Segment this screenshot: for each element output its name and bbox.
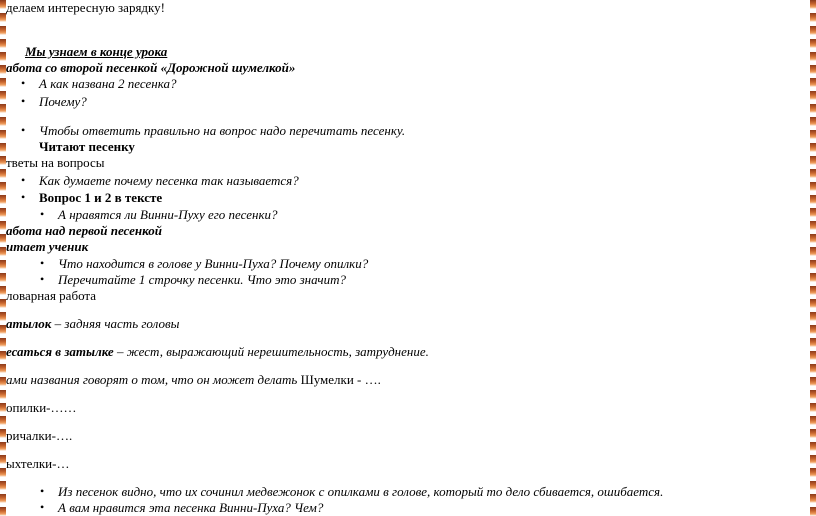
text-plain: Шумелки - …. xyxy=(297,372,381,387)
text-line: тветы на вопросы xyxy=(6,155,105,170)
vocab-definition: – задняя часть головы xyxy=(51,316,180,331)
bullet-icon: • xyxy=(21,123,26,137)
vocab-definition: – жест, выражающий нерешительность, затруднение. xyxy=(113,344,429,359)
vocab-term: атылок xyxy=(6,316,52,331)
bullet-icon: • xyxy=(40,484,45,498)
bullet-icon: • xyxy=(40,272,45,286)
heading-lesson-goal: Мы узнаем в конце урока xyxy=(25,44,168,59)
page-border-right xyxy=(810,0,816,516)
text-line: ричалки-…. xyxy=(6,428,73,443)
bullet-icon: • xyxy=(21,173,26,187)
question-item: Что находится в голове у Винни-Пуха? Почему опилки? xyxy=(58,256,369,271)
vocab-term: есаться в затылке xyxy=(6,344,114,359)
text-line: ыхтелки-… xyxy=(6,456,70,471)
text-line: ловарная работа xyxy=(6,288,97,303)
question-item: Из песенок видно, что их сочинил медвежонок с опилками в голове, который то дело сбивается, ошибается. xyxy=(58,484,664,499)
question-item: А нравятся ли Винни-Пуху его песенки? xyxy=(58,207,278,222)
question-item: Как думаете почему песенка так называется? xyxy=(39,173,299,188)
bullet-icon: • xyxy=(21,76,26,90)
question-item: А как названа 2 песенка? xyxy=(39,76,177,91)
heading-student-reads: итает ученик xyxy=(6,239,89,254)
text-line xyxy=(6,372,381,388)
heading-first-song: абота над первой песенкой xyxy=(6,223,162,238)
text-line-bold: Читают песенку xyxy=(39,139,135,154)
bullet-icon: • xyxy=(21,94,26,108)
question-item: Чтобы ответить правильно на вопрос надо перечитать песенку. xyxy=(39,123,406,138)
bullet-icon: • xyxy=(40,207,45,221)
vocab-entry xyxy=(6,316,179,332)
bullet-icon: • xyxy=(40,500,45,514)
question-item: Почему? xyxy=(39,94,87,109)
question-item: А вам нравится эта песенка Винни-Пуха? Чем? xyxy=(58,500,324,515)
question-item: Перечитайте 1 строчку песенки. Что это значит? xyxy=(58,272,347,287)
bullet-icon: • xyxy=(40,256,45,270)
question-item-bold: Вопрос 1 и 2 в тексте xyxy=(39,190,163,205)
vocab-entry xyxy=(6,344,429,360)
text-line: делаем интересную зарядку! xyxy=(6,0,165,15)
heading-second-song: абота со второй песенкой «Дорожной шумелкой» xyxy=(6,60,296,75)
text-italic: ами названия говорят о том, что он может делать xyxy=(6,372,298,387)
bullet-icon: • xyxy=(21,190,26,204)
text-line: опилки-…… xyxy=(6,400,77,415)
